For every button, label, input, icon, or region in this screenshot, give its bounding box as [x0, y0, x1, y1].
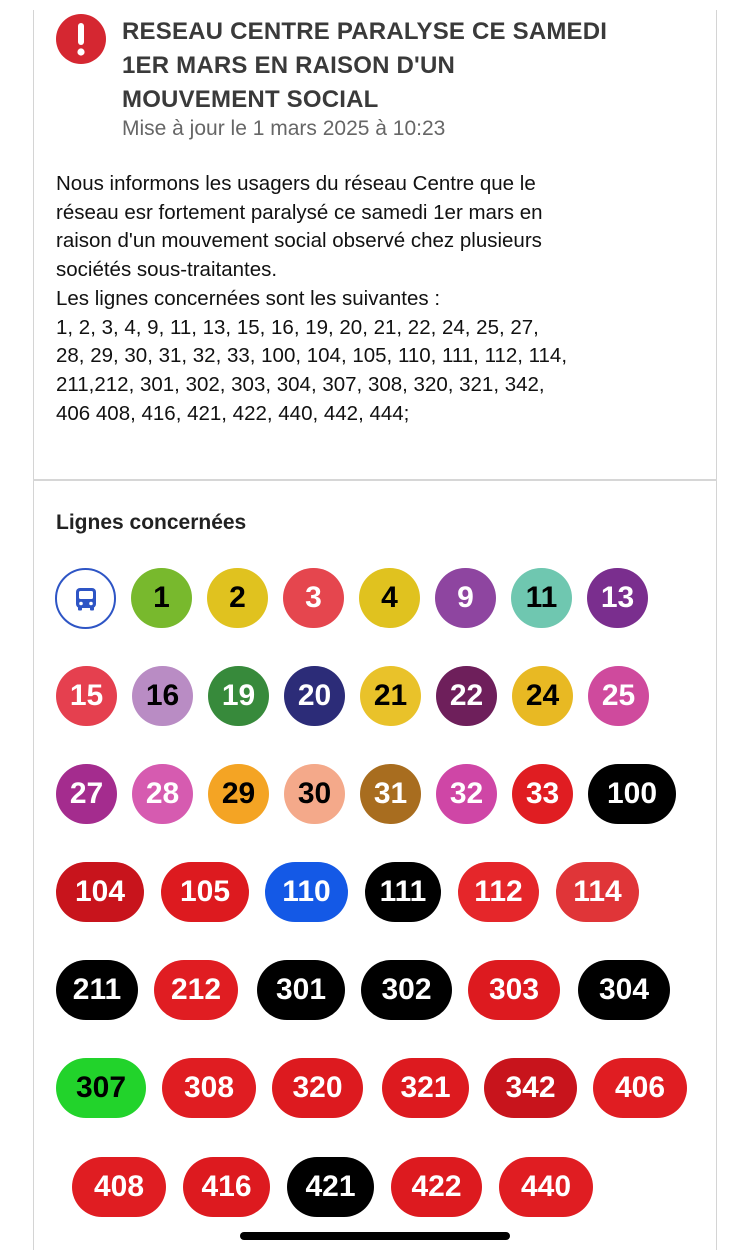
line-badge-33[interactable] — [512, 764, 573, 824]
line-badge-32[interactable] — [436, 764, 497, 824]
line-badge-label: 321 — [400, 1071, 451, 1104]
line-badge-22[interactable] — [436, 666, 497, 726]
line-badge-19[interactable] — [208, 666, 269, 726]
line-badge-20[interactable] — [284, 666, 345, 726]
alert-body-line: 1, 2, 3, 4, 9, 11, 13, 15, 16, 19, 20, 21, 22, 24, 25, 27, — [56, 315, 539, 339]
line-badge-label: 2 — [229, 581, 246, 614]
line-badge-label: 32 — [449, 777, 484, 810]
line-badge-28[interactable] — [132, 764, 193, 824]
line-badge-308[interactable] — [162, 1058, 256, 1118]
line-badge-label: 1 — [153, 581, 170, 614]
line-badge-1[interactable] — [131, 568, 192, 628]
home-indicator — [240, 1232, 510, 1240]
line-badge-416[interactable] — [183, 1157, 270, 1217]
line-badge-label: 212 — [170, 973, 222, 1006]
line-badge-label: 421 — [305, 1170, 356, 1203]
line-badge-label: 303 — [488, 973, 540, 1006]
line-badge-112[interactable] — [458, 862, 539, 922]
line-badge-label: 114 — [573, 875, 622, 908]
line-badge-342[interactable] — [484, 1058, 577, 1118]
line-badge-302[interactable] — [361, 960, 452, 1020]
line-badge-111[interactable] — [365, 862, 441, 922]
line-badge-3[interactable] — [283, 568, 344, 628]
line-badge-label: 16 — [145, 679, 180, 712]
line-badge-label: 422 — [411, 1170, 462, 1203]
line-badge-label: 4 — [381, 581, 398, 614]
alert-body-line: réseau esr fortement paralysé ce samedi 1er mars en — [56, 200, 543, 224]
line-badge-label: 21 — [373, 679, 408, 712]
line-badge-9[interactable] — [435, 568, 496, 628]
alert-body-line: raison d'un mouvement social observé chez plusieurs — [56, 229, 542, 253]
line-badge-label: 20 — [297, 679, 332, 712]
line-badge-label: 304 — [598, 973, 650, 1006]
line-badge-440[interactable] — [499, 1157, 593, 1217]
updated-timestamp: Mise à jour le 1 mars 2025 à 10:23 — [122, 117, 446, 140]
line-badge-114[interactable] — [556, 862, 639, 922]
line-badge-11[interactable] — [511, 568, 572, 628]
line-badge-label: 25 — [601, 679, 636, 712]
line-badge-label: 112 — [474, 875, 523, 908]
line-badge-212[interactable] — [154, 960, 238, 1020]
line-badge-label: 33 — [525, 777, 560, 810]
line-badge-label: 100 — [606, 777, 658, 810]
line-badge-304[interactable] — [578, 960, 670, 1020]
line-badge-label: 211 — [72, 973, 122, 1006]
line-badge-label: 29 — [221, 777, 256, 810]
line-badge-4[interactable] — [359, 568, 420, 628]
line-badge-label: 307 — [75, 1071, 127, 1104]
alert-body-line: 211,212, 301, 302, 303, 304, 307, 308, 320, 321, 342, — [56, 372, 545, 396]
line-badge-15[interactable] — [56, 666, 117, 726]
line-badge-label: 15 — [69, 679, 104, 712]
line-badge-24[interactable] — [512, 666, 573, 726]
alert-title-line: 1ER MARS EN RAISON D'UN — [122, 52, 456, 79]
line-badge-label: 3 — [305, 581, 322, 614]
line-badge-label: 320 — [292, 1071, 343, 1104]
line-badge-321[interactable] — [382, 1058, 469, 1118]
line-badge-label: 13 — [600, 581, 635, 614]
line-badge-label: 440 — [520, 1170, 572, 1203]
alert-title-line: MOUVEMENT SOCIAL — [122, 86, 379, 113]
line-badge-421[interactable] — [287, 1157, 374, 1217]
line-badge-label: 24 — [525, 679, 560, 712]
line-badge-label: 110 — [282, 875, 331, 908]
line-badge-label: 31 — [373, 777, 408, 810]
line-badge-label: 104 — [74, 875, 126, 908]
line-badge-label: 28 — [145, 777, 180, 810]
alert-title-line: RESEAU CENTRE PARALYSE CE SAMEDI — [122, 18, 608, 45]
line-badge-105[interactable] — [161, 862, 249, 922]
line-badge-label: 301 — [275, 973, 327, 1006]
line-badge-406[interactable] — [593, 1058, 687, 1118]
line-badge-label: 302 — [381, 973, 432, 1006]
line-badge-31[interactable] — [360, 764, 421, 824]
line-badge-29[interactable] — [208, 764, 269, 824]
line-badge-label: 9 — [457, 581, 474, 614]
line-badge-16[interactable] — [132, 666, 193, 726]
line-badge-label: 27 — [69, 777, 104, 810]
line-badge-13[interactable] — [587, 568, 648, 628]
affected-lines-title: Lignes concernées — [56, 511, 247, 534]
line-badge-2[interactable] — [207, 568, 268, 628]
line-badge-104[interactable] — [56, 862, 144, 922]
line-badge-label: 30 — [297, 777, 332, 810]
line-badge-30[interactable] — [284, 764, 345, 824]
alert-body-line: 28, 29, 30, 31, 32, 33, 100, 104, 105, 110, 111, 112, 114, — [56, 344, 568, 368]
line-badge-label: 416 — [201, 1170, 252, 1203]
line-badge-label: 11 — [525, 581, 558, 614]
line-badge-408[interactable] — [72, 1157, 166, 1217]
line-badge-100[interactable] — [588, 764, 676, 824]
line-badge-422[interactable] — [391, 1157, 482, 1217]
line-badge-320[interactable] — [272, 1058, 363, 1118]
alert-body-line: Nous informons les usagers du réseau Centre que le — [56, 172, 536, 195]
line-badge-303[interactable] — [468, 960, 560, 1020]
line-badge-label: 19 — [221, 679, 256, 712]
alert-body-line: Les lignes concernées sont les suivantes : — [56, 286, 441, 310]
line-badge-label: 308 — [183, 1071, 235, 1104]
line-badge-label: 408 — [93, 1170, 145, 1203]
alert-body-line: 406 408, 416, 421, 422, 440, 442, 444; — [56, 401, 410, 425]
line-badge-25[interactable] — [588, 666, 649, 726]
line-badge-label: 342 — [505, 1071, 556, 1104]
line-badge-307[interactable] — [56, 1058, 146, 1118]
line-badge-label: 105 — [179, 875, 231, 908]
line-badge-label: 22 — [449, 679, 484, 712]
line-badge-label: 406 — [614, 1071, 666, 1104]
line-badge-211[interactable] — [56, 960, 138, 1020]
line-badge-21[interactable] — [360, 666, 421, 726]
line-badge-110[interactable] — [265, 862, 348, 922]
line-badge-27[interactable] — [56, 764, 117, 824]
alert-body-line: sociétés sous-traitantes. — [56, 258, 278, 282]
line-badge-301[interactable] — [257, 960, 345, 1020]
line-badge-label: 111 — [379, 875, 427, 908]
